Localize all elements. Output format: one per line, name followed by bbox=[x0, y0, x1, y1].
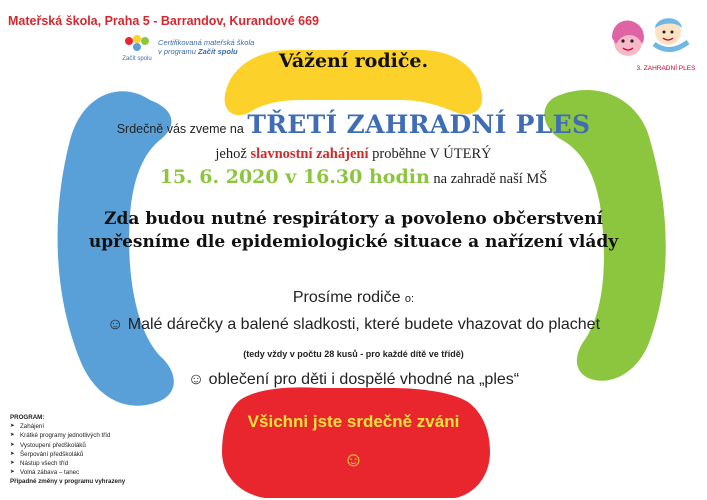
event-date-time: 15. 6. 2020 v 16.30 hodin bbox=[159, 166, 430, 188]
cert-logo-text: Začít spolu bbox=[122, 56, 152, 62]
closing-invitation: Všichni jste srdečně zváni bbox=[247, 412, 460, 431]
cert-line2-prefix: v programu bbox=[158, 47, 199, 56]
date-line bbox=[0, 166, 707, 188]
covid-notice bbox=[0, 208, 707, 254]
opening-prefix: jehož bbox=[215, 146, 251, 162]
program-item: ➤ Volná zábava – tanec bbox=[10, 468, 125, 477]
red-figure bbox=[222, 387, 490, 498]
request-item-gifts: ☺ Malé dárečky a balené sladkosti, které budete vhazovat do plachet bbox=[106, 316, 601, 333]
event-location: na zahradě naší MŠ bbox=[429, 171, 548, 187]
opening-suffix: proběhne V ÚTERÝ bbox=[368, 146, 492, 162]
event-name: TŘETÍ ZAHRADNÍ PLES bbox=[247, 110, 591, 139]
covid-line1: Zda budou nutné respirátory a povoleno občerstvení bbox=[104, 209, 603, 229]
cert-line1: Certifikovaná mateřská škola bbox=[158, 38, 255, 47]
program-list bbox=[10, 413, 125, 487]
school-name: Mateřská škola, Praha 5 - Barrandov, Kurandové 669 bbox=[8, 14, 320, 28]
program-items bbox=[10, 422, 125, 477]
request-text: Prosíme rodiče bbox=[292, 289, 405, 306]
cert-line2-bold: Začít spolu bbox=[198, 47, 238, 56]
invitation-line bbox=[0, 110, 707, 139]
request-item-clothing: ☺ oblečení pro děti i dospělé vhodné na „ples“ bbox=[187, 371, 520, 388]
request-heading bbox=[0, 289, 707, 307]
covid-line2: upřesníme dle epidemiologické situace a nařízení vlády bbox=[88, 232, 619, 252]
opening-highlight: slavnostní zahájení bbox=[250, 146, 369, 162]
opening-line bbox=[0, 146, 707, 163]
program-item: ➤ Zahájení bbox=[10, 422, 125, 431]
program-item: ➤ Krátké programy jednotlivých tříd bbox=[10, 431, 125, 440]
garden-ball-logo bbox=[600, 8, 700, 88]
program-item: ➤ Vystoupení předškoláků bbox=[10, 441, 125, 450]
smiley-icon: ☺ bbox=[343, 449, 364, 471]
request-note: (tedy vždy v počtu 28 kusů - pro každé dítě ve třídě) bbox=[243, 349, 464, 359]
request-tail: o: bbox=[404, 293, 415, 305]
program-heading: PROGRAM: bbox=[10, 414, 45, 421]
program-item: ➤ Nástup všech tříd bbox=[10, 459, 125, 468]
program-footer: Případné změny v programu vyhrazeny bbox=[10, 478, 126, 486]
invitation-prefix: Srdečně vás zveme na bbox=[116, 122, 248, 136]
ples-logo-label: 3. ZAHRADNÍ PLES bbox=[636, 65, 696, 72]
program-item: ➤ Šerpování předškoláků bbox=[10, 450, 125, 459]
greeting-title: Vážení rodiče. bbox=[278, 50, 429, 72]
